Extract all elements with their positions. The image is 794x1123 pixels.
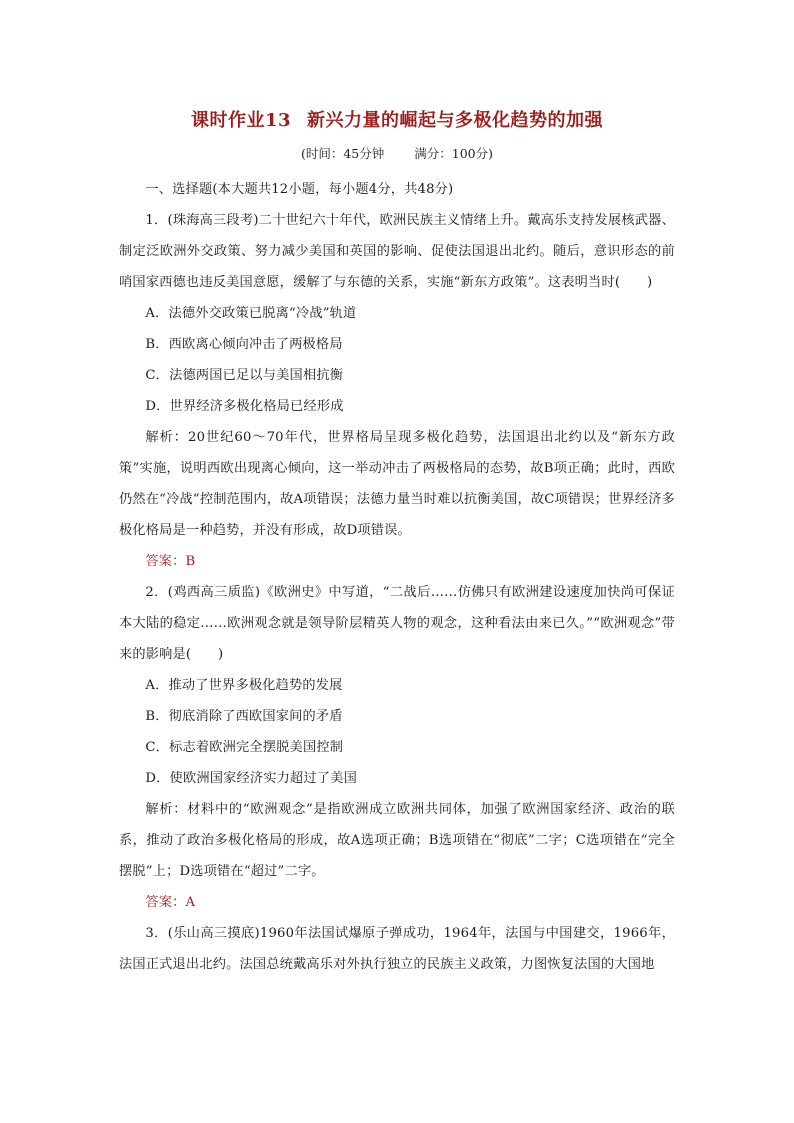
document-body <box>119 174 675 980</box>
title-lesson-topic: 新兴力量的崛起与多极化趋势的加强 <box>307 110 604 131</box>
full-score: 满分：100分) <box>414 146 494 161</box>
question-1-option-b: B．西欧离心倾向冲击了两极格局 <box>145 337 343 352</box>
question-2-option-b: B．彻底消除了西欧国家间的矛盾 <box>145 709 343 724</box>
question-1-stem: 1．(珠海高三段考)二十世纪六十年代，欧洲民族主义情绪上升。戴高乐支持发展核武器、制定泛欧洲外交政策、努力减少美国和英国的影响、促使法国退出北约。随后，意识形态的前哨国家西德也违反美国意愿，缓解了与东德的关系，实施“新东方政策”。这表明当时( ) <box>119 213 675 290</box>
question-1-analysis: 解析：20世纪60～70年代，世界格局呈现多极化趋势，法国退出北约以及“新东方政策”实施，说明西欧出现离心倾向，这一举动冲击了两极格局的态势，故B项正确；此时，西欧仍然在“冷战”控制范围内，故A项错误；法德力量当时难以抗衡美国，故C项错误；世界经济多极化格局是一种趋势，并没有形成，故D项错误。 <box>119 430 676 538</box>
question-2-option-d: D．使欧洲国家经济实力超过了美国 <box>145 771 357 786</box>
question-1-option-d: D．世界经济多极化格局已经形成 <box>145 399 344 414</box>
exam-meta <box>0 144 794 162</box>
question-2-analysis: 解析：材料中的“欧洲观念”是指欧洲成立欧洲共同体，加强了欧洲国家经济、政治的联系，推动了政治多极化格局的形成，故A选项正确；B选项错在“彻底”二字；C选项错在“完全摆脱”上；D选项错在“超过”二字。 <box>119 802 675 879</box>
title-lesson-number: 课时作业13 <box>190 110 292 131</box>
time-limit: (时间：45分钟 <box>300 146 385 161</box>
question-3-stem: 3．(乐山高三摸底)1960年法国试爆原子弹成功，1964年，法国与中国建交，1966年，法国正式退出北约。法国总统戴高乐对外执行独立的民族主义政策，力图恢复法国的大国地 <box>119 926 675 972</box>
question-1-option-a: A．法德外交政策已脱离“冷战”轨道 <box>145 306 357 321</box>
question-1-option-c: C．法德两国已足以与美国相抗衡 <box>145 368 344 383</box>
page-title <box>0 106 794 132</box>
question-2-option-a: A．推动了世界多极化趋势的发展 <box>145 678 343 693</box>
question-2-option-c: C．标志着欧洲完全摆脱美国控制 <box>145 740 344 755</box>
question-1-answer: 答案：B <box>145 554 196 569</box>
question-2-stem: 2．(鸡西高三质监)《欧洲史》中写道，“二战后……仿佛只有欧洲建设速度加快尚可保证本大陆的稳定……欧洲观念就是领导阶层精英人物的观念，这种看法由来已久。”“欧洲观念”带来的影响是( ) <box>119 585 675 662</box>
question-2-answer: 答案：A <box>145 895 196 910</box>
section-title: 一、选择题(本大题共12小题，每小题4分，共48分) <box>145 182 454 197</box>
